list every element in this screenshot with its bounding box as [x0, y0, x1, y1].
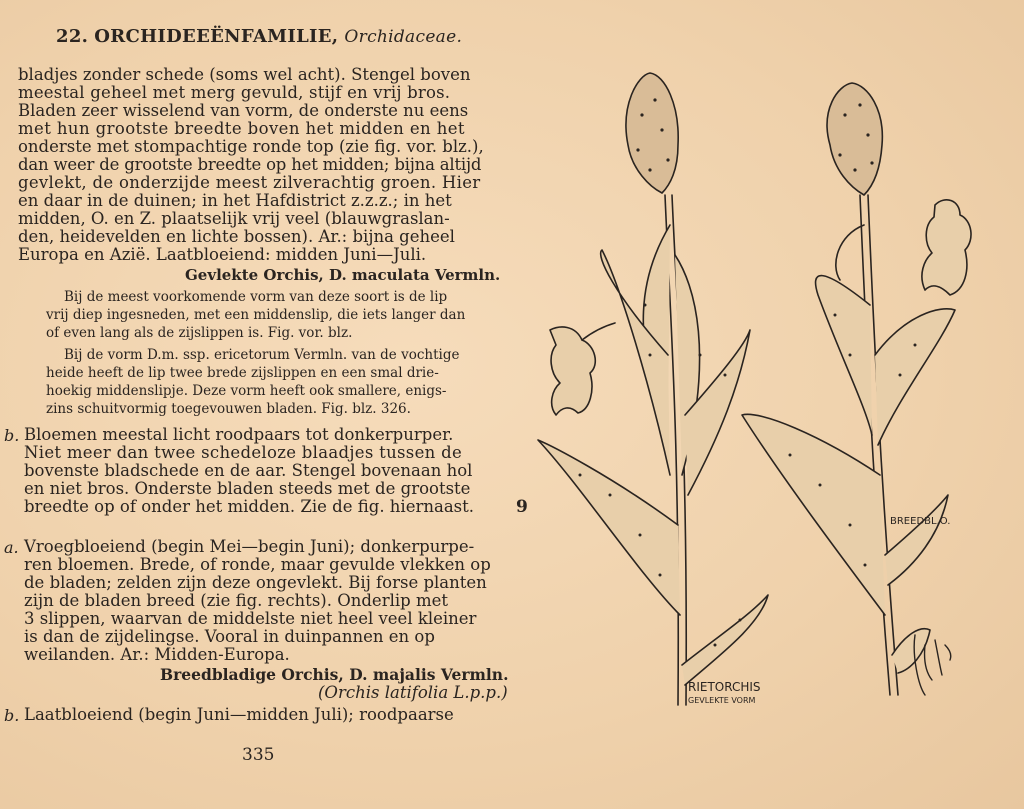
- text-line: dan weer de grootste breedte op het midden; bijna altijd: [18, 155, 482, 174]
- text-line: zijn de bladen breed (zie fig. rechts). Onderlip met: [24, 591, 448, 610]
- chapter-number: 22.: [56, 26, 89, 47]
- text-line: Bladen zeer wisselend van vorm, de onderste nu eens: [18, 101, 469, 120]
- text-line: meestal geheel met merg gevuld, stijf en vrij bros.: [18, 83, 451, 102]
- note-line: of even lang als de zijslippen is. Fig. vor. blz.: [46, 325, 353, 341]
- page-header: [56, 26, 462, 47]
- text-line: Vroegbloeiend (begin Mei—begin Juni); donkerpurpe-: [24, 537, 475, 556]
- note-line: heide heeft de lip twee brede zijslippen en een smal drie-: [46, 365, 439, 381]
- text-line: Europa en Azië. Laatbloeiend: midden Juni—Juli.: [18, 245, 427, 264]
- text-line: Niet meer dan twee schedeloze blaadjes tussen de: [24, 443, 463, 462]
- note-line: Bij de meest voorkomende vorm van deze soort is de lip: [64, 289, 448, 305]
- note-line: hoekig middenslipje. Deze vorm heeft ook smallere, enigs-: [46, 383, 447, 399]
- text-line: met hun grootste breedte boven het midden en het: [18, 119, 465, 138]
- text-line: de bladen; zelden zijn deze ongevlekt. Bij forse planten: [24, 573, 487, 592]
- text-line: is dan de zijdelingse. Vooral in duinpannen en op: [24, 627, 435, 646]
- figure-label-breedblo: BREEDBL.O.: [890, 516, 951, 527]
- note-line: zins schuitvormig toegevouwen bladen. Fig. blz. 326.: [46, 401, 411, 417]
- orchid-illustration: [520, 55, 1020, 735]
- note-line: vrij diep ingesneden, met een middenslip, die iets langer dan: [46, 307, 466, 323]
- text-line: en daar in de duinen; in het Hafdistrict z.z.z.; in het: [18, 191, 452, 210]
- key-mark-a: a.: [4, 538, 19, 557]
- text-line: onderste met stompachtige ronde top (zie fig. vor. blz.),: [18, 137, 484, 156]
- text-line: bovenste bladschede en de aar. Stengel bovenaan hol: [24, 461, 473, 480]
- text-line: Laatbloeiend (begin Juni—midden Juli); roodpaarse: [24, 705, 454, 724]
- key-mark-b: b.: [4, 706, 20, 725]
- figure-sublabel: GEVLEKTE VORM: [688, 696, 756, 705]
- text-line: bladjes zonder schede (soms wel acht). Stengel boven: [18, 65, 471, 84]
- family-name: ORCHIDEEËNFAMILIE,: [94, 26, 339, 47]
- note-line: Bij de vorm D.m. ssp. ericetorum Vermln. van de vochtige: [64, 347, 460, 363]
- family-latin-name: Orchidaceae.: [344, 27, 463, 47]
- text-line: Bloemen meestal licht roodpaars tot donkerpurper.: [24, 425, 454, 444]
- text-line: den, heidevelden en lichte bossen). Ar.: bijna geheel: [18, 227, 455, 246]
- species-synonym: (Orchis latifolia L.p.p.): [318, 683, 508, 702]
- text-line: ren bloemen. Brede, of ronde, maar gevulde vlekken op: [24, 555, 491, 574]
- text-line: en niet bros. Onderste bladen steeds met de grootste: [24, 479, 471, 498]
- text-line: 3 slippen, waarvan de middelste niet heel veel kleiner: [24, 609, 477, 628]
- couplet-reference: 9: [516, 497, 528, 517]
- text-line: weilanden. Ar.: Midden-Europa.: [24, 645, 290, 664]
- species-heading: Gevlekte Orchis, D. maculata Vermln.: [185, 266, 501, 284]
- page-number: 335: [242, 745, 275, 765]
- figure-label-rietorchis: RIETORCHIS: [688, 680, 761, 694]
- text-line: gevlekt, de onderzijde meest zilverachtig groen. Hier: [18, 173, 481, 192]
- text-line: midden, O. en Z. plaatselijk vrij veel (blauwgraslan-: [18, 209, 450, 228]
- key-mark-b: b.: [4, 426, 20, 445]
- species-heading: Breedbladige Orchis, D. majalis Vermln.: [160, 665, 509, 684]
- text-line: breedte op of onder het midden. Zie de fig. hiernaast.: [24, 497, 475, 516]
